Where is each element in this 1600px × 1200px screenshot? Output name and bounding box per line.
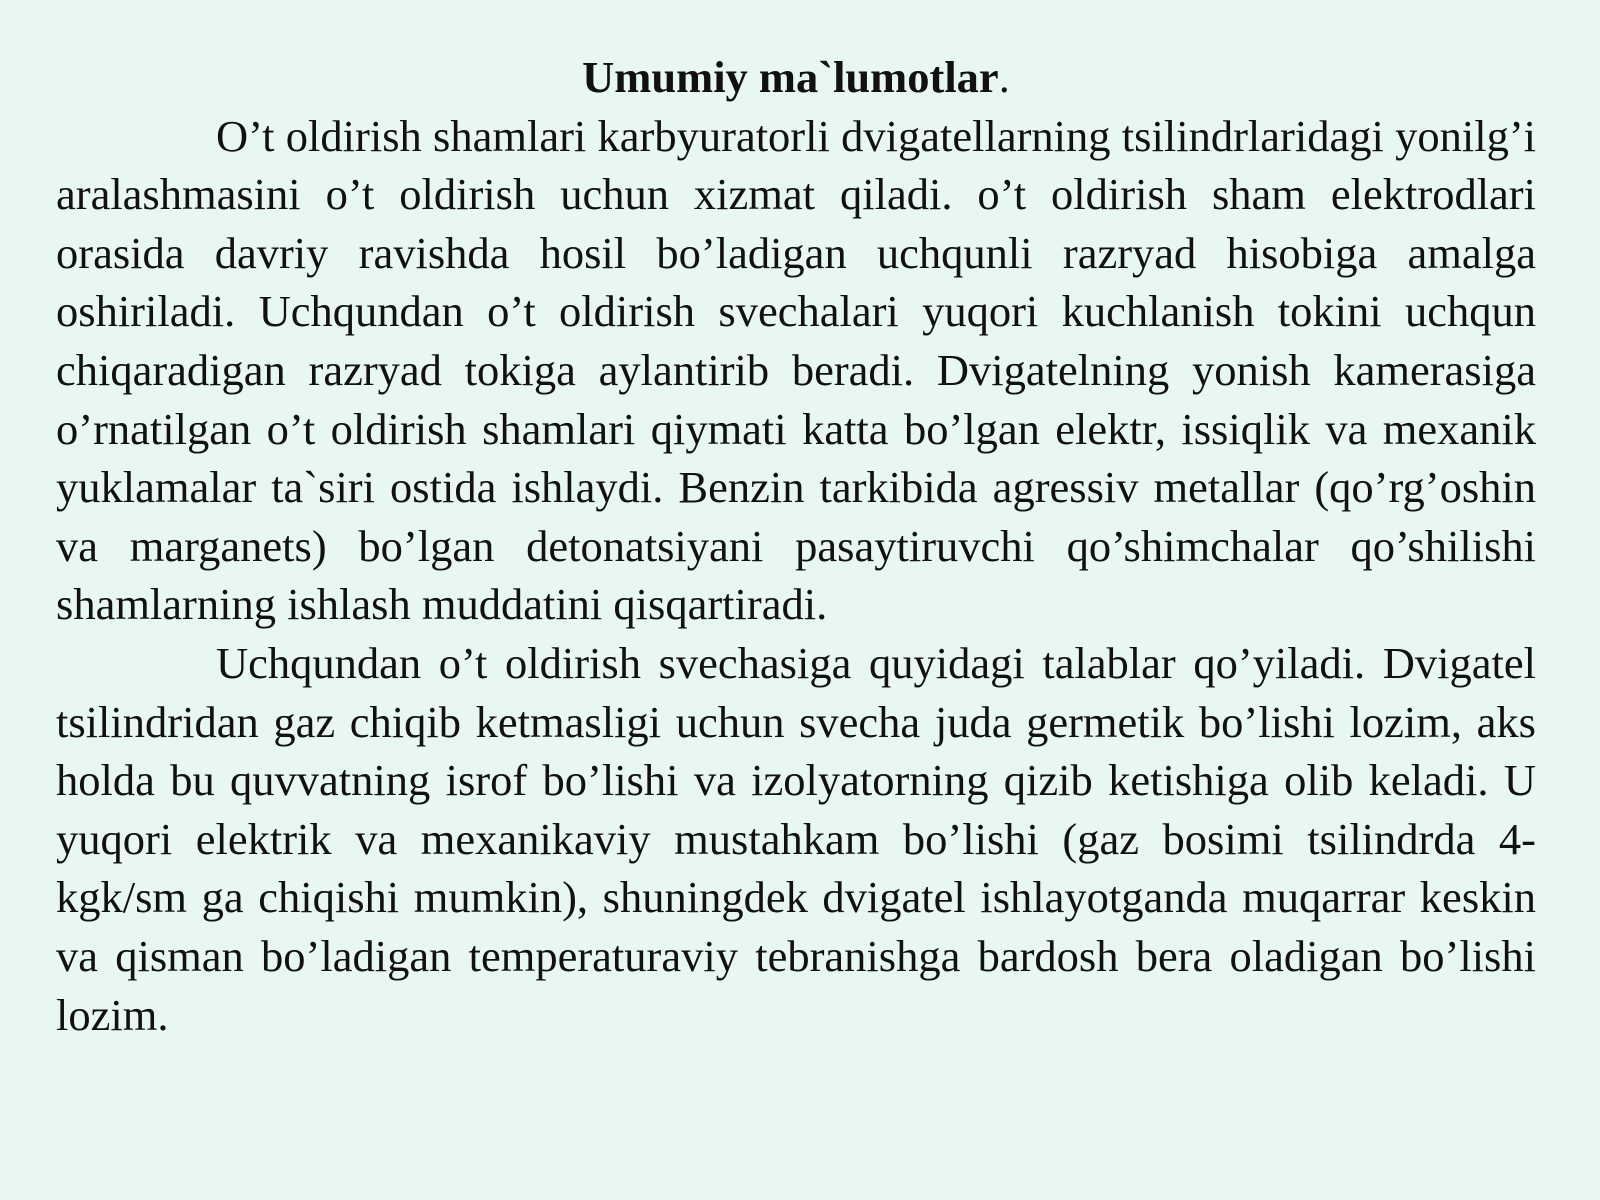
paragraph-requirements: Uchqundan o’t oldirish svechasiga quyidagi talablar qo’yiladi. Dvigatel tsilindridan gaz chiqib ketmasligi uchun svecha juda germetik bo’lishi lozim, aks holda bu quvvatning isrof bo’lishi va izolyatorning qizib ketishiga olib keladi. U yuqori elektrik va mexanikaviy mustahkam bo’lishi (gaz bosimi tsilindrda 4- kgk/sm ga chiqishi mumkin), shuningdek dvigatel ishlayotganda muqarrar keskin va qisman bo’ladigan temperaturaviy tebranishga bardosh bera oladigan bo’lishi lozim. <box>56 637 1536 1040</box>
title-period: . <box>998 52 1010 102</box>
title-text: Umumiy ma`lumotlar <box>582 52 999 102</box>
page-title <box>56 48 1536 107</box>
text-block <box>56 48 1536 1044</box>
paragraph-general-info: O’t oldirish shamlari karbyuratorli dvigatellarning tsilindrlaridagi yonilg’i aralashmasini o’t oldirish uchun xizmat qiladi. o’t oldirish sham elektrodlari orasida davriy ravishda hosil bo’ladigan uchqunli razryad hisobiga amalga oshiriladi. Uchqundan o’t oldirish svechalari yuqori kuchlanish tokini uchqun chiqaradigan razryad tokiga aylantirib beradi. Dvigatelning yonish kamerasiga o’rnatilgan o’t oldirish shamlari qiymati katta bo’lgan elektr, issiqlik va mexanik yuklamalar ta`siri ostida ishlaydi. Benzin tarkibida agressiv metallar (qo’rg’oshin va marganets) bo’lgan detonatsiyani pasaytiruvchi qo’shimchalar qo’shilishi shamlarning ishlash muddatini qisqartiradi. <box>56 110 1536 630</box>
